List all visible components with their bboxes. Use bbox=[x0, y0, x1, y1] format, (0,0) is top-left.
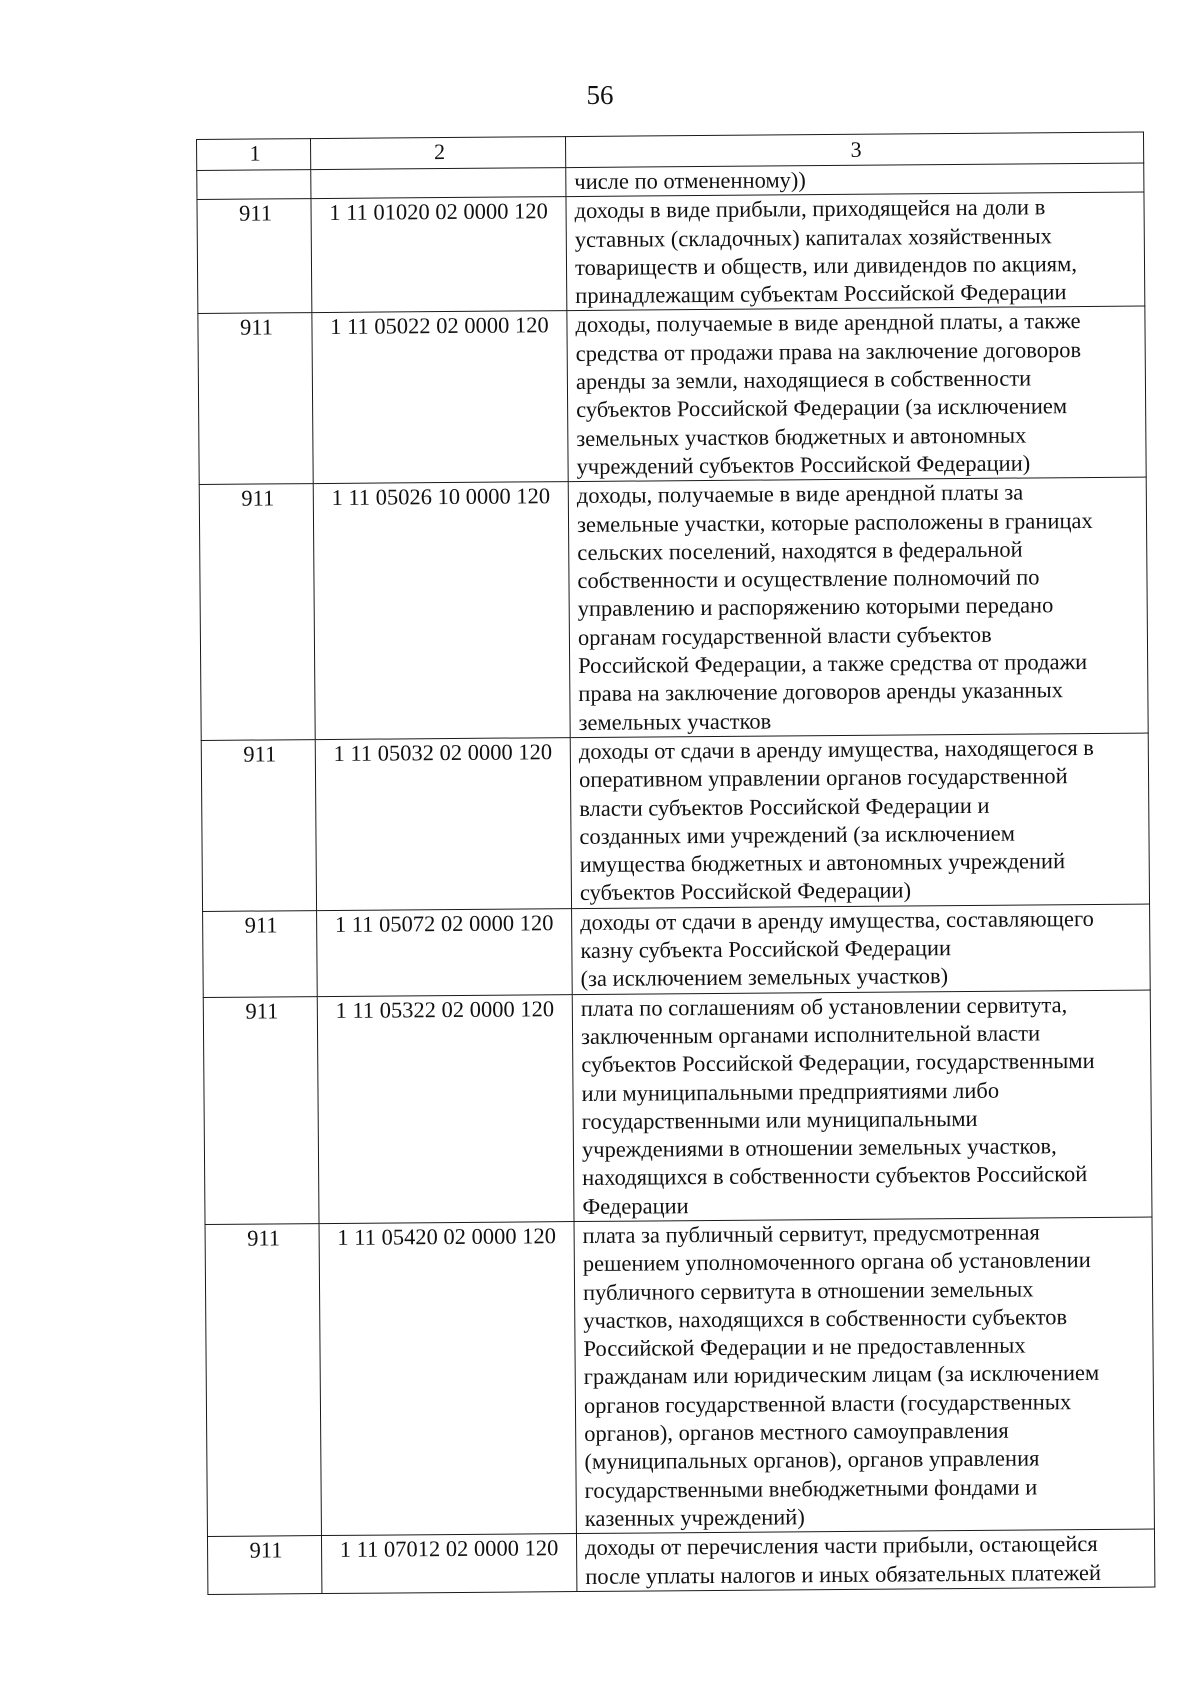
revenue-code-cell: 1 11 01020 02 0000 120 bbox=[311, 197, 567, 313]
revenue-description-cell: доходы от сдачи в аренду имущества, составляющего казну субъекта Российской Федерации (за исключением земельных участков) bbox=[572, 904, 1151, 994]
table-row bbox=[198, 307, 1146, 485]
table-row bbox=[203, 990, 1152, 1225]
revenue-code-cell: 1 11 05420 02 0000 120 bbox=[319, 1222, 576, 1536]
admin-code-cell: 911 bbox=[198, 313, 313, 485]
revenue-description-cell: плата по соглашениям об установлении сервитута, заключенным органами исполнительной власти субъектов Российской Федерации, государственными или муниципальными предприятиями либо государственными или муниципальными учреждениями в отношении земельных участков, находящихся в собственности субъектов Российской Федерации bbox=[572, 990, 1152, 1222]
revenue-description-cell: доходы, получаемые в виде арендной платы за земельные участки, которые расположены в границах сельских поселений, находятся в федеральной собственности и осуществление полномочий по управлению и распоряжению которыми передано органам государственной власти субъектов Российской Федерации, а также средства от продажи права на заключение договоров аренды указанных земельных участков bbox=[568, 477, 1148, 737]
revenue-code-cell: 1 11 05026 10 0000 120 bbox=[313, 482, 570, 740]
continuation-code-cell bbox=[311, 168, 566, 199]
admin-code-cell: 911 bbox=[199, 484, 315, 741]
table-row bbox=[207, 1529, 1154, 1594]
revenue-description-cell: плата за публичный сервитут, предусмотренная решением уполномоченного органа об установлении публичного сервитута в отношении земельных участков, находящихся в собственности субъектов Российской Федерации и не предоставленных гражданам или юридическим лицам (за исключением органов государственной власти (государственных органов), органов местного самоуправления (муниципальных органов), органов управления государственными внебюджетными фондами и казенных учреждений) bbox=[574, 1217, 1154, 1534]
table-row bbox=[197, 192, 1145, 314]
admin-code-cell: 911 bbox=[197, 199, 312, 314]
revenue-description-cell: доходы от перечисления части прибыли, остающейся после уплаты налогов и иных обязательных платежей bbox=[576, 1529, 1154, 1591]
admin-code-cell: 911 bbox=[207, 1536, 321, 1594]
column-header-2: 2 bbox=[311, 137, 566, 170]
table-row bbox=[205, 1217, 1154, 1537]
admin-code-cell: 911 bbox=[201, 740, 316, 912]
table-row bbox=[201, 733, 1149, 911]
revenue-code-cell: 1 11 05072 02 0000 120 bbox=[317, 908, 573, 996]
column-header-3: 3 bbox=[565, 132, 1143, 168]
admin-code-cell: 911 bbox=[203, 996, 319, 1224]
admin-code-cell: 911 bbox=[203, 910, 318, 997]
revenue-code-cell: 1 11 05032 02 0000 120 bbox=[315, 738, 571, 911]
table-row bbox=[203, 904, 1151, 997]
admin-code-cell: 911 bbox=[205, 1224, 321, 1537]
revenue-code-cell: 1 11 05022 02 0000 120 bbox=[312, 311, 568, 484]
column-header-1: 1 bbox=[197, 139, 311, 171]
revenue-description-cell: доходы, получаемые в виде арендной платы, а также средства от продажи права на заключение договоров аренды за земли, находящиеся в собственности субъектов Российской Федерации (за исключением земельных участков бюджетных и автономных учреждений субъектов Российской Федерации) bbox=[567, 307, 1146, 482]
revenue-description-cell: доходы от сдачи в аренду имущества, находящегося в оперативном управлении органов государственной власти субъектов Российской Федерации и созданных ими учреждений (за исключением имущества бюджетных и автономных учреждений субъектов Российской Федерации) bbox=[570, 733, 1149, 908]
revenue-codes-table bbox=[196, 132, 1155, 1595]
table-row bbox=[199, 477, 1148, 740]
revenue-code-cell: 1 11 07012 02 0000 120 bbox=[321, 1534, 576, 1594]
page-number: 56 bbox=[586, 80, 614, 110]
continuation-admin-cell bbox=[197, 170, 311, 200]
revenue-description-cell: доходы в виде прибыли, приходящейся на доли в уставных (складочных) капиталах хозяйственных товариществ и обществ, или дивидендов по акциям, принадлежащим субъектам Российской Федерации bbox=[566, 192, 1145, 311]
revenue-code-cell: 1 11 05322 02 0000 120 bbox=[317, 994, 574, 1223]
continuation-text: числе по отмененному)) bbox=[566, 163, 1144, 197]
